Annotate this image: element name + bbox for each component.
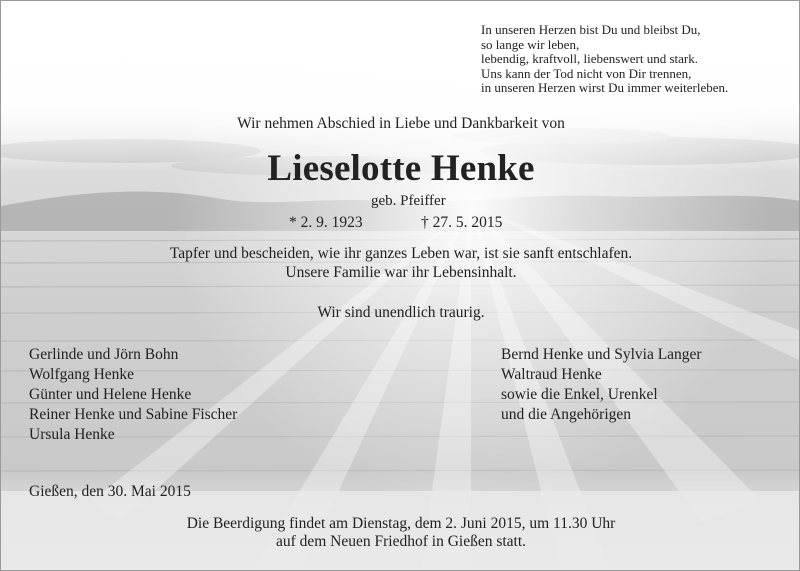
mourner-name: Reiner Henke und Sabine Fischer (29, 406, 238, 423)
poem-line: so lange wir leben, (481, 36, 580, 52)
poem-line: In unseren Herzen bist Du und bleibst Du, (481, 22, 701, 37)
mourners-right (501, 345, 702, 425)
birth-date: * 2. 9. 1923 (289, 214, 363, 231)
poem-line: lebendig, kraftvoll, liebenswert und stark. (481, 51, 698, 67)
mourner-name: und die Angehörigen (501, 406, 632, 423)
mourner-name: Bernd Henke und Sylvia Langer (501, 346, 702, 363)
tribute-line: Tapfer und bescheiden, wie ihr ganzes Leben war, ist sie sanft entschlafen. (169, 245, 633, 262)
mourner-name: Waltraud Henke (501, 366, 602, 383)
mourner-name: sowie die Enkel, Urenkel (501, 386, 658, 403)
intro-line: Wir nehmen Abschied in Liebe und Dankbarkeit von (237, 115, 565, 132)
funeral-line: Die Beerdigung findet am Dienstag, dem 2. Juni 2015, um 11.30 Uhr (186, 515, 616, 532)
maiden-name: geb. Pfeiffer (371, 193, 446, 209)
mourner-name: Ursula Henke (29, 426, 115, 443)
tribute-line: Wir sind unendlich traurig. (317, 304, 485, 321)
mourners-left (29, 345, 237, 445)
tribute-line: Unsere Familie war ihr Lebensinhalt. (285, 264, 517, 281)
mourner-name: Günter und Helene Henke (29, 386, 192, 403)
death-date: † 27. 5. 2015 (421, 214, 503, 231)
place-date: Gießen, den 30. Mai 2015 (29, 483, 191, 500)
mourner-name: Wolfgang Henke (29, 366, 135, 383)
funeral-line: auf dem Neuen Friedhof in Gießen statt. (275, 533, 527, 550)
poem (481, 23, 728, 96)
deceased-name: Lieselotte Henke (267, 148, 535, 189)
poem-line: in unseren Herzen wirst Du immer weiterleben. (481, 80, 729, 96)
poem-line: Uns kann der Tod nicht von Dir trennen, (481, 65, 692, 81)
mourner-name: Gerlinde und Jörn Bohn (29, 346, 179, 363)
